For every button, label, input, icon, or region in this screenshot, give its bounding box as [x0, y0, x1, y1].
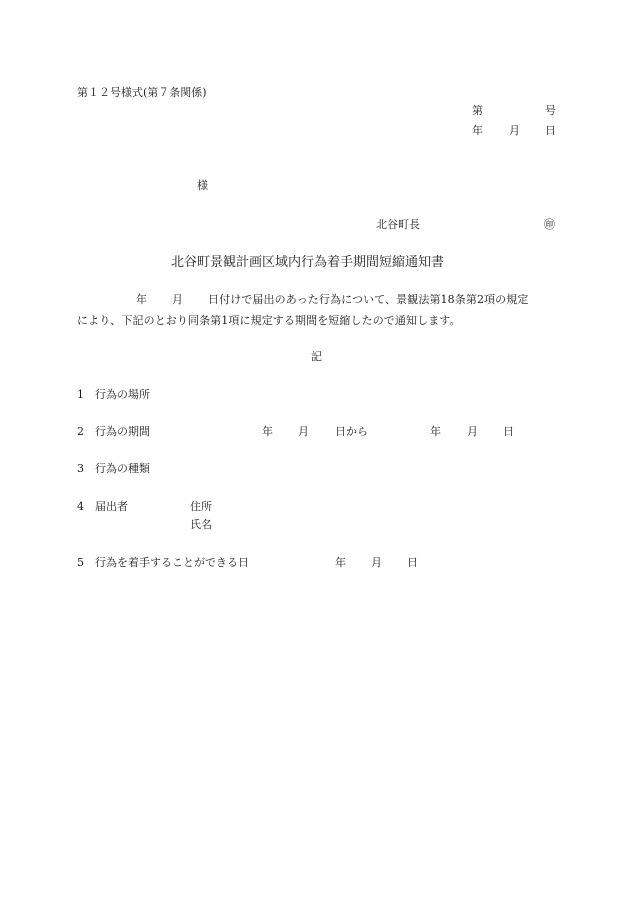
item-2-start-day: 日から	[335, 425, 368, 438]
item-3-number: 3	[77, 462, 84, 475]
item-1-number: 1	[77, 388, 84, 401]
item-2-start-month: 月	[298, 425, 309, 438]
item-5-label: 行為を着手することができる日	[95, 556, 249, 569]
item-5-day: 日	[407, 556, 418, 569]
sender-name: 北谷町長	[376, 218, 420, 231]
item-3-label: 行為の種類	[95, 462, 150, 475]
item-2-end-year: 年	[430, 425, 441, 438]
date-day: 日	[545, 124, 556, 137]
number-suffix: 号	[545, 104, 556, 117]
item-4-address-label: 住所	[190, 500, 212, 513]
body-month: 月	[172, 293, 183, 306]
date-year: 年	[472, 124, 483, 137]
date-month: 月	[509, 124, 520, 137]
number-prefix: 第	[472, 104, 483, 117]
item-2-number: 2	[77, 425, 84, 438]
form-number: 第１２号様式(第７条関係)	[77, 86, 207, 99]
body-line-1: 日付けで届出のあった行為について、景観法第18条第2項の規定	[208, 293, 529, 306]
document-title: 北谷町景観計画区域内行為着手期間短縮通知書	[171, 255, 445, 270]
item-2-start-year: 年	[262, 425, 273, 438]
item-1-label: 行為の場所	[95, 388, 150, 401]
item-5-number: 5	[77, 556, 84, 569]
item-2-label: 行為の期間	[95, 425, 150, 438]
body-year: 年	[136, 293, 147, 306]
addressee-honorific: 様	[197, 179, 208, 192]
item-5-month: 月	[371, 556, 382, 569]
seal-mark: ㊞	[544, 218, 555, 231]
item-2-end-month: 月	[467, 425, 478, 438]
item-5-year: 年	[335, 556, 346, 569]
item-4-number: 4	[77, 500, 84, 513]
body-line-2: により、下記のとおり同条第1項に規定する期間を短縮したので通知します。	[77, 314, 461, 327]
ki-heading: 記	[311, 350, 322, 363]
item-4-label: 届出者	[95, 500, 128, 513]
item-4-name-label: 氏名	[190, 518, 212, 531]
item-2-end-day: 日	[503, 425, 514, 438]
